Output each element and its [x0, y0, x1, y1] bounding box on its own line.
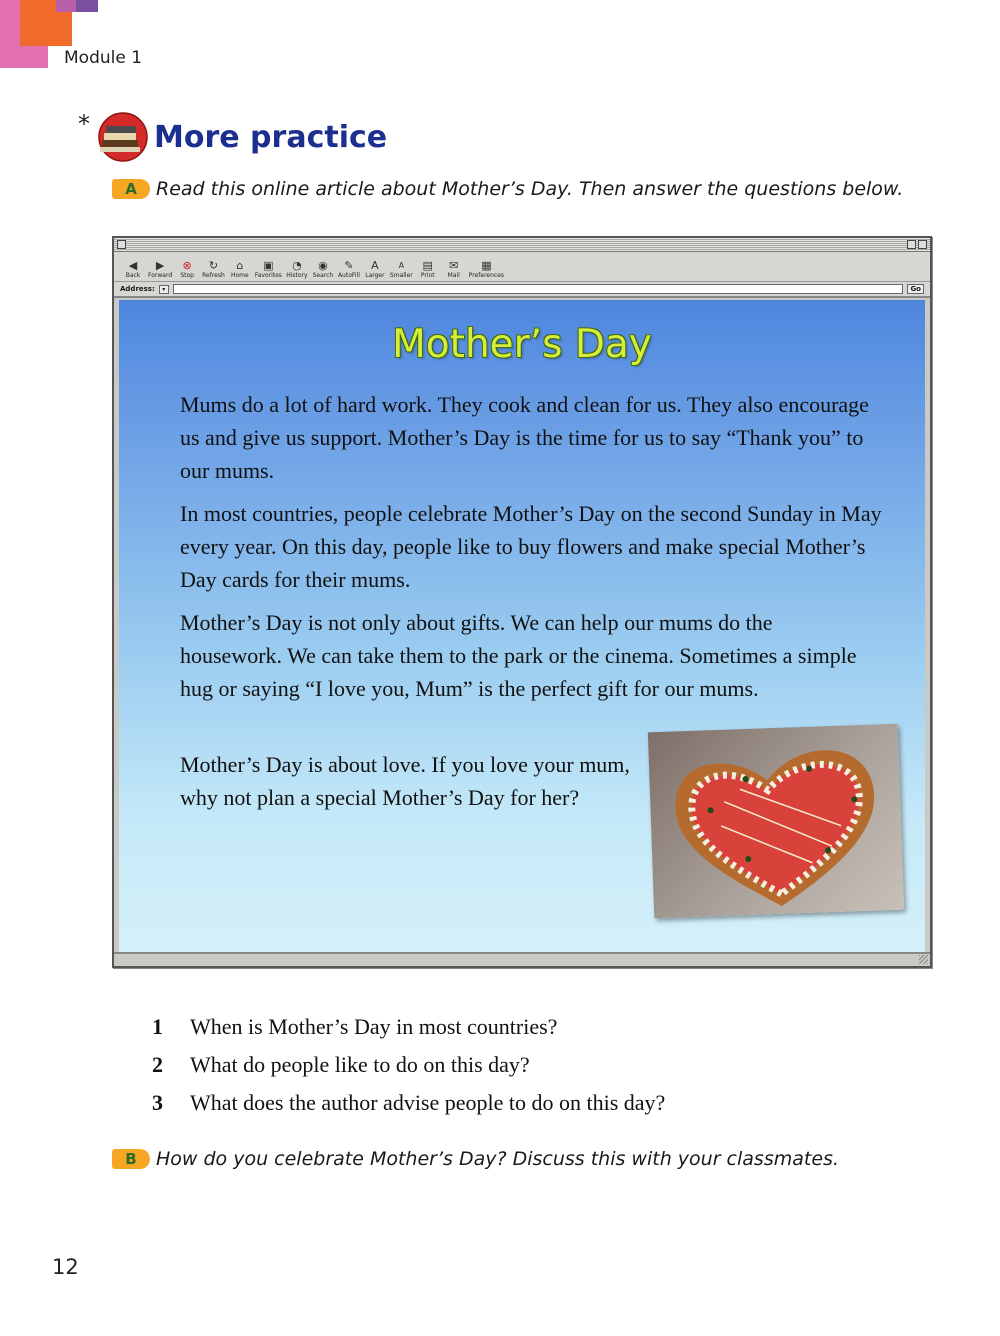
page-number: 12 [52, 1255, 79, 1279]
go-button[interactable]: Go [907, 284, 924, 294]
stop-icon: ⊗ [182, 259, 192, 272]
zoom-box-icon[interactable] [918, 240, 927, 249]
toolbar-larger[interactable]: A Larger [365, 259, 385, 279]
heart-cake-icon [648, 724, 904, 919]
section-title: More practice [154, 120, 388, 155]
address-input[interactable] [173, 284, 904, 294]
browser-titlebar [114, 238, 930, 252]
favorites-icon: ▣ [263, 259, 274, 272]
question-list [152, 1008, 665, 1122]
toolbar-search[interactable]: ◉ Search [312, 259, 334, 279]
toolbar-back[interactable]: ◀ Back [125, 259, 141, 279]
article-paragraph-1: Mums do a lot of hard work. They cook and clean for us. They also encourage us and give us support. Mother’s Day is the time for us to say “Thank you” to our mums. [180, 392, 869, 483]
browser-window [112, 236, 932, 968]
article-paragraph-4: Mother’s Day is about love. If you love your mum, why not plan a special Mother’s Day for her? [180, 752, 630, 810]
home-icon: ⌂ [236, 259, 244, 272]
part-a-badge: A [112, 179, 150, 199]
toolbar-autofill[interactable]: ✎ AutoFill [337, 259, 360, 279]
question-text: When is Mother’s Day in most countries? [190, 1014, 558, 1039]
instruction-a-text: Read this online article about Mother’s Day. Then answer the questions below. [156, 178, 904, 200]
toolbar-print[interactable]: ▤ Print [420, 259, 435, 279]
address-label: Address: [120, 285, 155, 293]
article-title: Mother’s Day [392, 322, 652, 367]
print-icon: ▤ [422, 259, 433, 272]
module-label: Module 1 [64, 48, 143, 68]
resize-grip-icon[interactable] [919, 955, 928, 964]
toolbar-smaller[interactable]: A Smaller [389, 261, 413, 279]
toolbar-stop[interactable]: ⊗ Stop [180, 259, 194, 279]
article-paragraph-3: Mother’s Day is not only about gifts. We can help our mums do the housework. We can take them to the park or the cinema. Sometimes a simple hug or saying “I love you, Mum” is the perfect gift for our mums. [180, 610, 857, 701]
forward-arrow-icon: ▶ [155, 259, 165, 272]
history-icon: ◔ [292, 259, 302, 272]
question-item [152, 1008, 665, 1046]
toolbar-forward[interactable]: ▶ Forward [148, 259, 173, 279]
preferences-icon: ▦ [481, 259, 492, 272]
article-paragraph-2: In most countries, people celebrate Mother’s Day on the second Sunday in May every year. On this day, people like to buy flowers and make special Mother’s Day cards for their mums. [180, 501, 882, 592]
question-number: 2 [152, 1052, 163, 1077]
toolbar-mail[interactable]: ✉ Mail [447, 259, 460, 279]
books-icon [96, 112, 150, 162]
larger-text-icon: A [371, 259, 379, 272]
toolbar-refresh[interactable]: ↻ Refresh [202, 259, 225, 279]
smaller-text-icon: A [398, 261, 405, 270]
difficulty-marker: * [78, 110, 90, 138]
back-arrow-icon: ◀ [128, 259, 138, 272]
question-number: 3 [152, 1090, 163, 1115]
part-b-badge: B [112, 1149, 150, 1169]
toolbar-favorites[interactable]: ▣ Favorites [254, 259, 282, 279]
close-box-icon[interactable] [117, 240, 126, 249]
instruction-a [112, 178, 903, 200]
address-bar [114, 282, 930, 298]
toolbar-home[interactable]: ⌂ Home [230, 259, 249, 279]
article-page [119, 300, 925, 952]
browser-status-bar [114, 952, 930, 966]
question-item [152, 1084, 665, 1122]
question-number: 1 [152, 1014, 163, 1039]
instruction-b-text: How do you celebrate Mother’s Day? Discuss this with your classmates. [156, 1148, 839, 1170]
question-text: What do people like to do on this day? [190, 1052, 530, 1077]
search-icon: ◉ [318, 259, 328, 272]
address-dropdown[interactable]: ▾ [159, 285, 169, 294]
browser-toolbar [114, 252, 930, 282]
toolbar-preferences[interactable]: ▦ Preferences [468, 259, 505, 279]
question-text: What does the author advise people to do on this day? [190, 1090, 666, 1115]
autofill-icon: ✎ [344, 259, 354, 272]
mail-icon: ✉ [449, 259, 459, 272]
instruction-b [112, 1148, 839, 1170]
heart-cake-photo [648, 724, 904, 919]
collapse-box-icon[interactable] [907, 240, 916, 249]
question-item [152, 1046, 665, 1084]
refresh-icon: ↻ [208, 259, 219, 272]
toolbar-history[interactable]: ◔ History [286, 259, 308, 279]
